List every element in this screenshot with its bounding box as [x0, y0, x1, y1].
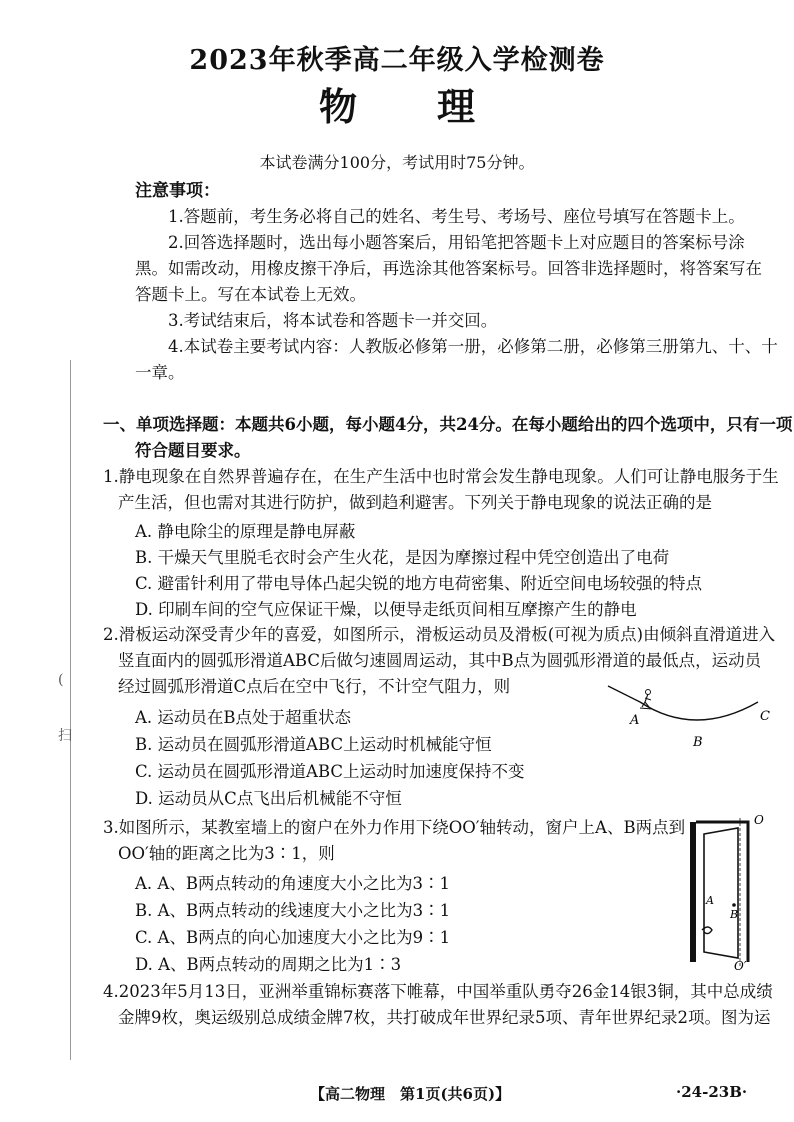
- question-3-stem: 3.如图所示，某教室墙上的窗户在外力作用下绕OO′轴转动，窗户上A、B两点到: [103, 818, 686, 837]
- q3-option-a: A. A、B两点转动的角速度大小之比为3∶1: [135, 874, 450, 893]
- wall-edge: [690, 822, 696, 962]
- question-2-stem: 经过圆弧形滑道C点后在空中飞行，不计空气阻力，则: [118, 677, 511, 696]
- section-heading: 一、单项选择题：本题共6小题，每小题4分，共24分。在每小题给出的四个选项中，只有一项: [103, 415, 793, 434]
- point-label-a: A: [630, 713, 640, 728]
- exam-subject: 物理: [318, 84, 555, 129]
- q1-option-c: C. 避雷针利用了带电导体凸起尖锐的地方电荷密集、附近空间电场较强的特点: [135, 574, 703, 593]
- page-footer-right: ·24-23B·: [676, 1083, 748, 1101]
- notice-line: 答题卡上。写在本试卷上无效。: [135, 285, 366, 304]
- axis-label-o: O: [754, 813, 764, 827]
- section-heading: 符合题目要求。: [135, 441, 251, 460]
- exam-title: 2023年秋季高二年级入学检测卷: [189, 45, 605, 76]
- question-4-stem: 金牌9枚，奥运级别总成绩金牌7枚，共打破成年世界纪录5项、青年世界纪录2项。图为运: [118, 1008, 771, 1027]
- q2-option-b: B. 运动员在圆弧形滑道ABC上运动时机械能守恒: [135, 735, 492, 754]
- question-1-stem: 产生活，但也需对其进行防护，做到趋利避害。下列关于静电现象的说法正确的是: [118, 493, 712, 512]
- point-label-c: C: [760, 709, 770, 724]
- notice-line: 黑。如需改动，用橡皮擦干净后，再选涂其他答案标号。回答非选择题时，将答案写在: [135, 259, 762, 278]
- point-label-a: A: [706, 894, 714, 907]
- skater-head: [646, 690, 651, 695]
- point-label-b: B: [730, 908, 739, 921]
- question-3-stem: OO′轴的距离之比为3∶1，则: [118, 844, 335, 863]
- point-b-dot: [732, 903, 736, 907]
- q2-option-d: D. 运动员从C点飞出后机械能不守恒: [135, 789, 402, 808]
- margin-mark: (: [58, 672, 64, 688]
- binding-line: [70, 360, 71, 1060]
- question-2-stem: 竖直面内的圆弧形滑道ABC后做匀速圆周运动，其中B点为圆弧形滑道的最低点，运动员: [118, 651, 762, 670]
- question-1-stem: 1.静电现象在自然界普遍存在，在生产生活中也时常会发生静电现象。人们可让静电服务于生: [103, 467, 779, 486]
- q1-option-a: A. 静电除尘的原理是静电屏蔽: [135, 522, 356, 541]
- question-4-stem: 4.2023年5月13日，亚洲举重锦标赛落下帷幕，中国举重队勇夺26金14银3铜，其中总成绩: [103, 982, 773, 1001]
- notice-line: 3.考试结束后，将本试卷和答题卡一并交回。: [168, 311, 498, 330]
- notice-line: 4.本试卷主要考试内容：人教版必修第一册，必修第二册，必修第三册第九、十、十: [168, 337, 778, 356]
- margin-mark: 扫: [58, 728, 72, 744]
- q3-option-c: C. A、B两点的向心加速度大小之比为9∶1: [135, 928, 451, 947]
- window-pane: [704, 828, 738, 958]
- point-label-b: B: [693, 735, 703, 750]
- page-footer-left: 【高二物理 第1页(共6页)】: [310, 1085, 511, 1103]
- q3-option-b: B. A、B两点转动的线速度大小之比为3∶1: [135, 901, 451, 920]
- q1-option-d: D. 印刷车间的空气应保证干燥，以便导走纸页间相互摩擦产生的静电: [135, 600, 637, 619]
- notice-heading: 注意事项：: [135, 181, 220, 201]
- skater-icon: [640, 694, 652, 709]
- notice-line: 一章。: [135, 363, 185, 382]
- window-figure: [676, 812, 776, 972]
- question-2-stem: 2.滑板运动深受青少年的喜爱，如图所示，滑板运动员及滑板(可视为质点)由倾斜直滑道进入: [103, 625, 776, 644]
- notice-line: 1.答题前，考生务必将自己的姓名、考生号、考场号、座位号填写在答题卡上。: [168, 207, 745, 226]
- q1-option-b: B. 干燥天气里脱毛衣时会产生火花，是因为摩擦过程中凭空创造出了电荷: [135, 548, 670, 567]
- exam-info: 本试卷满分100分，考试用时75分钟。: [259, 153, 535, 172]
- axis-label-o-prime: O′: [734, 959, 747, 972]
- skateboard-track-figure: [600, 676, 780, 756]
- notice-line: 2.回答选择题时，选出每小题答案后，用铅笔把答题卡上对应题目的答案标号涂: [168, 233, 745, 252]
- q3-option-d: D. A、B两点转动的周期之比为1∶3: [135, 955, 402, 974]
- q2-option-c: C. 运动员在圆弧形滑道ABC上运动时加速度保持不变: [135, 762, 525, 781]
- q2-option-a: A. 运动员在B点处于超重状态: [135, 708, 352, 727]
